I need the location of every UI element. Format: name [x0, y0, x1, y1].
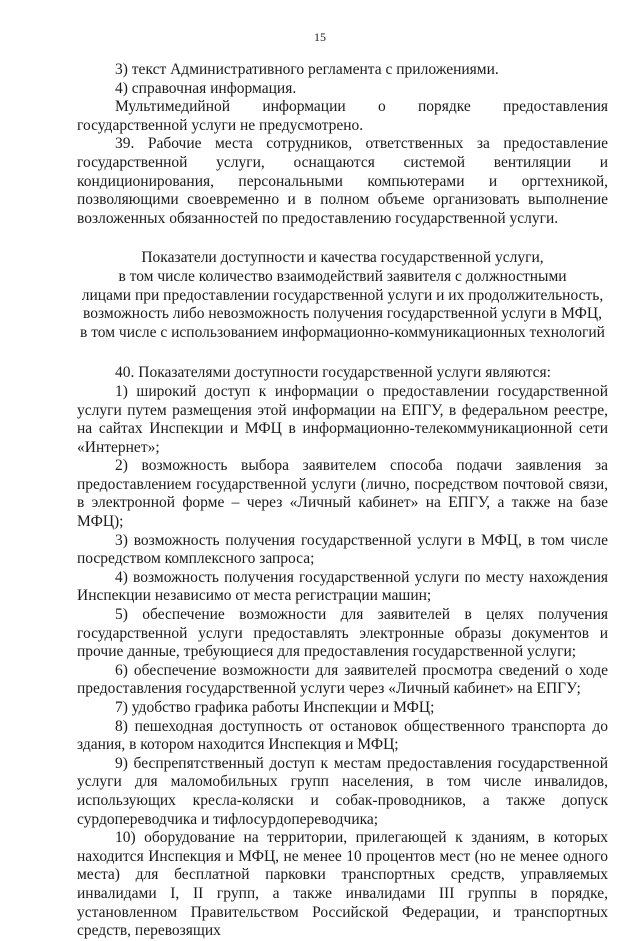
- document-body: [77, 61, 608, 941]
- heading-line: возможность либо невозможность получения государственной услуги в МФЦ,: [83, 305, 602, 323]
- paragraph-40: 40. Показателями доступности государственной услуги являются:: [115, 364, 551, 382]
- list-item-9: 9) беспрепятственный доступ к местам предоставления государственной услуги для маломобильных групп населения, в том числе инвалидов, использующих кресла-коляски и собак-проводников, а также допуск сурдопереводчика и тифлосурдопереводчика;: [77, 754, 608, 828]
- page-number: 15: [314, 30, 326, 44]
- list-item-3: 3) возможность получения государственной услуги в МФЦ, в том числе посредством комплексного запроса;: [77, 531, 608, 568]
- list-item-10: 10) оборудование на территории, прилегающей к зданиям, в которых находится Инспекция и МФЦ, не менее 10 процентов мест (но не менее одного места) для бесплатной парковки транспортных средств, управляемых инвалидами I, II групп, а также инвалидами III группы в порядке, установленном Правительством Российской Федерации, и транспортных средств, перевозящих: [77, 829, 608, 940]
- list-item-1: 1) широкий доступ к информации о предоставлении государственной услуги путем размещения этой информации на ЕПГУ, в федеральном реестре, на сайтах Инспекции и МФЦ в информационно-телекоммуникационной сети «Интернет»;: [77, 382, 608, 456]
- list-item-6: 6) обеспечение возможности для заявителей просмотра сведений о ходе предоставления государственной услуги через «Личный кабинет» на ЕПГУ;: [77, 661, 608, 698]
- list-item-7: 7) удобство графика работы Инспекции и МФЦ;: [115, 699, 435, 716]
- list-item-8: 8) пешеходная доступность от остановок общественного транспорта до здания, в котором находится Инспекция и МФЦ;: [77, 717, 608, 754]
- paragraph-item-4: 4) справочная информация.: [115, 79, 297, 97]
- section-heading: [77, 249, 608, 342]
- heading-line: в том числе с использованием информационно-коммуникационных технологий: [80, 323, 605, 341]
- paragraph-39: 39. Рабочие места сотрудников, ответственных за предоставление государственной услуги, оснащаются системой вентиляции и кондиционирования, персональными компьютерами и оргтехникой, позволяющими своевременно и в полном объеме организовать выполнение возложенных обязанностей по предоставлению государственной услуги.: [77, 135, 608, 227]
- heading-line: Показатели доступности и качества государственной услуги,: [141, 249, 544, 267]
- heading-line: лицами при предоставлении государственной услуги и их продолжительность,: [81, 286, 604, 304]
- list-item-5: 5) обеспечение возможности для заявителей в целях получения государственной услуги предоставлять электронные образы документов и прочие данные, требующиеся для предоставления государственной услуги;: [77, 606, 608, 661]
- heading-line: в том числе количество взаимодействий заявителя с должностными: [118, 267, 567, 285]
- paragraph-multimedia: Мультимедийной информации о порядке предоставления государственной услуги не предусмотрено.: [77, 98, 608, 134]
- list-item-2: 2) возможность выбора заявителем способа подачи заявления за предоставлением государственной услуги (лично, посредством почтовой связи, в электронной форме – через «Личный кабинет» на ЕПГУ, а также на базе МФЦ);: [77, 457, 608, 531]
- paragraph-item-3: 3) текст Административного регламента с приложениями.: [115, 61, 499, 78]
- list-item-4: 4) возможность получения государственной услуги по месту нахождения Инспекции независимо от места регистрации машин;: [77, 568, 608, 605]
